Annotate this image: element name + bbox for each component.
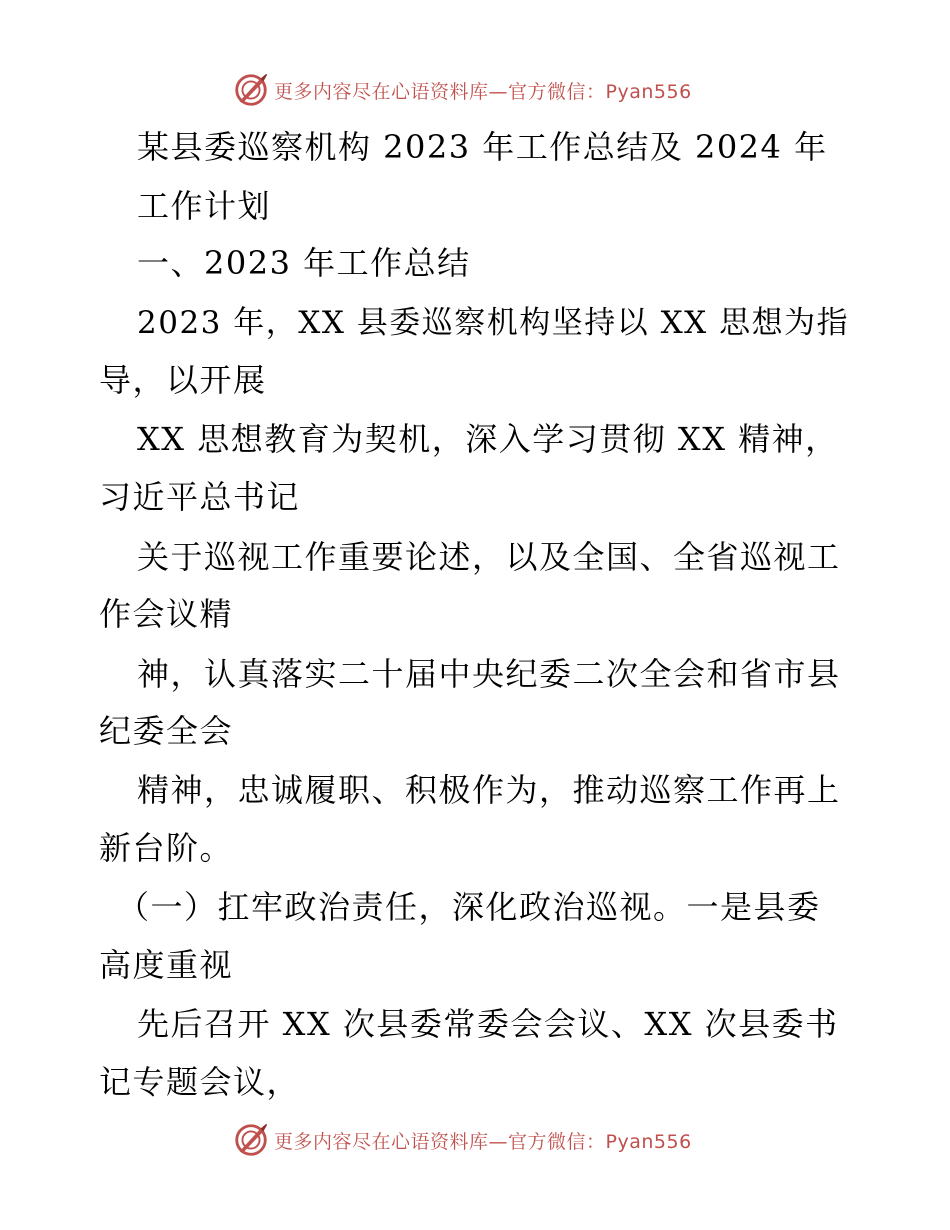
watermark-text: 更多内容尽在心语资料库—官方微信：Pyan556 <box>274 1130 692 1153</box>
paragraph-line: XX 思想教育为契机，深入学习贯彻 XX 精神， <box>137 420 839 458</box>
subsection-line: （一）扛牢政治责任，深化政治巡视。一是县委 <box>117 888 821 926</box>
quill-pen-seal-icon <box>232 71 270 109</box>
watermark-banner-bottom <box>232 1120 692 1160</box>
document-title-line-2: 工作计划 <box>137 187 272 225</box>
quill-pen-seal-icon <box>232 1121 270 1159</box>
paragraph-line: 习近平总书记 <box>99 478 301 516</box>
watermark-text: 更多内容尽在心语资料库—官方微信：Pyan556 <box>274 80 692 103</box>
paragraph-line: 高度重视 <box>99 946 234 984</box>
paragraph-line: 关于巡视工作重要论述，以及全国、全省巡视工 <box>137 538 841 576</box>
paragraph-line: 先后召开 XX 次县委常委会会议、XX 次县委书 <box>137 1005 839 1043</box>
paragraph-line: 纪委全会 <box>99 712 234 750</box>
paragraph-line: 神，认真落实二十届中央纪委二次全会和省市县 <box>137 655 841 693</box>
paragraph-line: 2023 年，XX 县委巡察机构坚持以 XX 思想为指 <box>137 305 850 341</box>
paragraph-line: 导，以开展 <box>99 361 267 399</box>
paragraph-line: 记专题会议， <box>99 1063 301 1101</box>
watermark-banner-top <box>232 70 692 110</box>
paragraph-line: 精神，忠诚履职、积极作为，推动巡察工作再上 <box>137 771 841 809</box>
paragraph-line: 作会议精 <box>99 595 234 633</box>
document-title-line-1: 某县委巡察机构 2023 年工作总结及 2024 年 <box>137 128 828 166</box>
section-heading: 一、2023 年工作总结 <box>137 244 471 282</box>
paragraph-line: 新台阶。 <box>99 829 234 867</box>
